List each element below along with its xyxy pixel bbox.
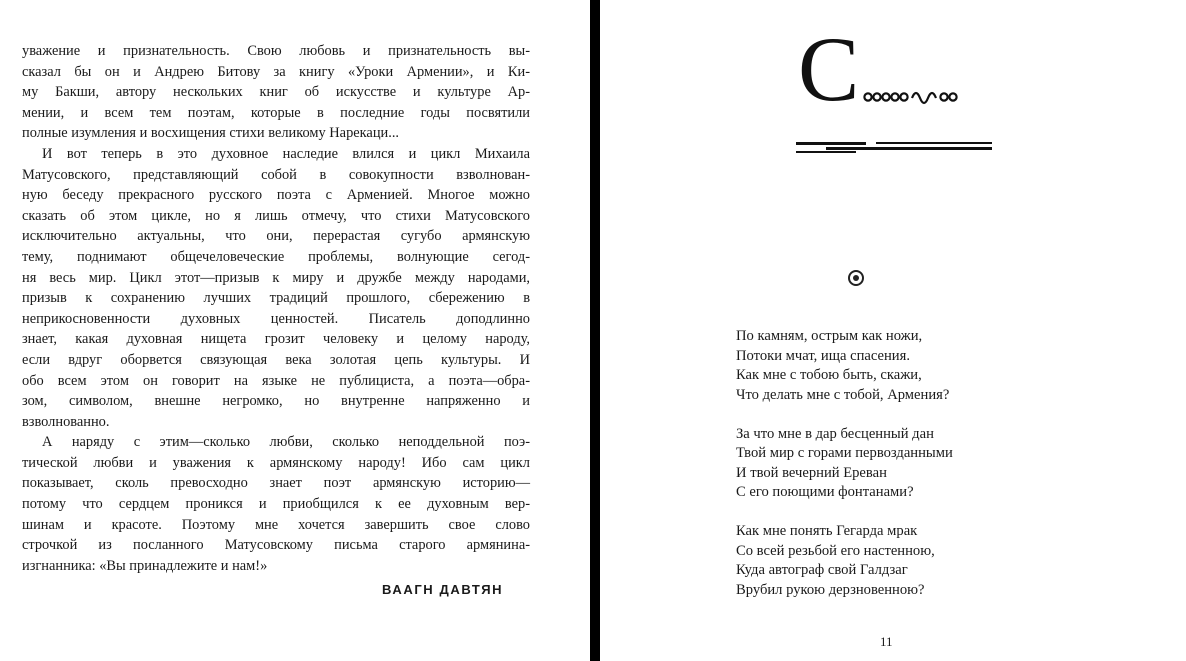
text-line: показывает, сколь превосходно знает поэт армянскую историю— bbox=[22, 475, 530, 492]
text-line: неприкосновенности духовных ценностей. Писатель доподлинно bbox=[22, 310, 530, 327]
text-line: потому что сердцем проникся и приобщился к ее духовным вер- bbox=[22, 496, 530, 513]
text-line: зом, символом, внешне негромко, но внутренне напряженно и bbox=[22, 393, 530, 410]
text-line: строчкой из посланного Матусовскому письма старого армянина- bbox=[22, 537, 530, 554]
page-number: 11 bbox=[880, 634, 893, 649]
text-line: если вдруг оборвется связующая века золотая цепь культуры. И bbox=[22, 351, 530, 368]
text-line: И вот теперь в это духовное наследие влился и цикл Михаила bbox=[42, 145, 530, 162]
text-line: изгнанника: «Вы принадлежите и нам!» bbox=[22, 557, 268, 574]
text-line: шинам и красоте. Поэтому мне хочется завершить свое слово bbox=[22, 516, 530, 533]
text-line: ную беседу прекрасного русского поэта с Арменией. Многое можно bbox=[22, 187, 530, 204]
poem-line: Твой мир с горами первозданными bbox=[736, 445, 953, 461]
page-gutter bbox=[590, 0, 600, 661]
poem-stanza bbox=[736, 327, 953, 405]
text-line: тической любви и уважения к армянскому народу! Ибо сам цикл bbox=[22, 454, 530, 471]
poem-line: Что делать мне с тобой, Армения? bbox=[736, 386, 950, 403]
section-marker-icon bbox=[848, 270, 864, 286]
poem-line: За что мне в дар бесценный дан bbox=[736, 425, 934, 442]
right-page bbox=[600, 0, 1186, 661]
poem-line: И твой вечерний Ереван bbox=[736, 464, 887, 481]
poem-line: Врубил рукою дерзновенною? bbox=[736, 581, 925, 598]
ornament-letter: С bbox=[798, 38, 860, 120]
text-line: исключительно актуальны, что они, перерастая сугубо армянскую bbox=[22, 228, 530, 245]
text-line: знает, какая духовная нищета грозит человеку и целому народу, bbox=[22, 331, 530, 348]
text-line: сказал бы он и Андрею Битову за книгу «Уроки Армении», и Ки- bbox=[22, 63, 530, 80]
poem-stanza bbox=[736, 522, 953, 600]
text-line: уважение и признательность. Свою любовь и признательность вы- bbox=[22, 43, 530, 59]
text-line: обо всем этом он говорит на языке не публициста, а поэта—обра- bbox=[22, 372, 530, 389]
text-line: сказать об этом цикле, но я лишь отмечу, что стихи Матусовского bbox=[22, 207, 530, 224]
essay-text bbox=[22, 41, 530, 576]
poem-line: Потоки мчат, ища спасения. bbox=[736, 347, 910, 364]
poem-line: С его поющими фонтанами? bbox=[736, 484, 914, 500]
text-line: ня весь мир. Цикл этот—призыв к миру и дружбе между народами, bbox=[22, 269, 530, 286]
text-line: му Бакши, автору нескольких книг об искусстве и культуре Ар- bbox=[22, 84, 530, 101]
left-page bbox=[0, 0, 590, 661]
poem-line: Как мне с тобою быть, скажи, bbox=[736, 367, 922, 383]
text-line: Матусовского, представляющий собой в совокупности взволнован- bbox=[22, 166, 530, 183]
text-line: полные изумления и восхищения стихи великому Нарекаци... bbox=[22, 125, 400, 142]
decorative-initial-ornament-icon bbox=[796, 38, 996, 178]
text-line: А наряду с этим—сколько любви, сколько неподдельной поэ- bbox=[42, 434, 530, 451]
poem-stanza bbox=[736, 425, 953, 503]
text-line: мении, и всем тем поэтам, которые в последние годы посвятили bbox=[22, 104, 530, 121]
text-line: тему, поднимают общечеловеческие проблемы, волнующие сегод- bbox=[22, 248, 530, 265]
author-signature: ВААГН ДАВТЯН bbox=[382, 582, 504, 597]
poem-line: Как мне понять Гегарда мрак bbox=[736, 523, 918, 539]
poem bbox=[736, 327, 953, 620]
text-line: взволнованно. bbox=[22, 413, 110, 430]
text-line: призыв к сохранению лучших традиций прошлого, сбережению в bbox=[22, 290, 530, 307]
poem-line: По камням, острым как ножи, bbox=[736, 328, 923, 344]
poem-line: Со всей резьбой его настенною, bbox=[736, 542, 935, 559]
poem-line: Куда автограф свой Галдзаг bbox=[736, 562, 908, 578]
